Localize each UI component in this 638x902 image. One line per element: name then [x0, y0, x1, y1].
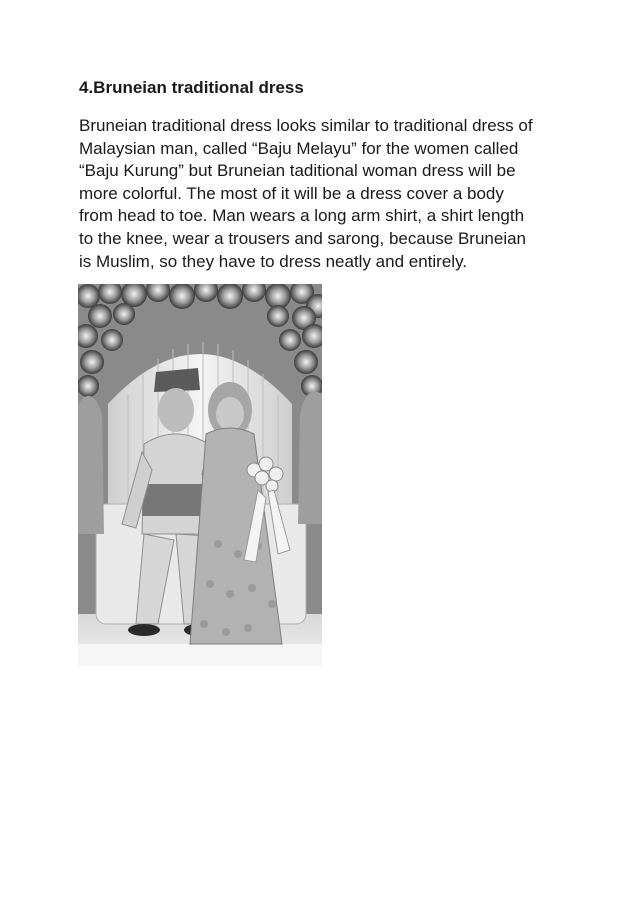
paragraph-line: to the knee, wear a trousers and sarong, because Bruneian — [79, 228, 527, 248]
paragraph-line: from head to toe. Man wears a long arm shirt, a shirt length — [79, 206, 525, 226]
paragraph-line: more colorful. The most of it will be a dress cover a body — [79, 183, 504, 203]
wedding-couple-photo — [78, 284, 322, 666]
paragraph-line: “Baju Kurung” but Bruneian taditional woman dress will be — [79, 161, 516, 181]
paragraph-line: is Muslim, so they have to dress neatly and entirely. — [79, 251, 468, 271]
section-heading: 4.Bruneian traditional dress — [79, 78, 304, 97]
section-paragraph — [79, 115, 609, 273]
paragraph-line: Malaysian man, called “Baju Melayu” for the women called — [79, 138, 519, 158]
photo-illustration — [78, 284, 322, 666]
paragraph-line: Bruneian traditional dress looks similar to traditional dress of — [79, 116, 533, 135]
